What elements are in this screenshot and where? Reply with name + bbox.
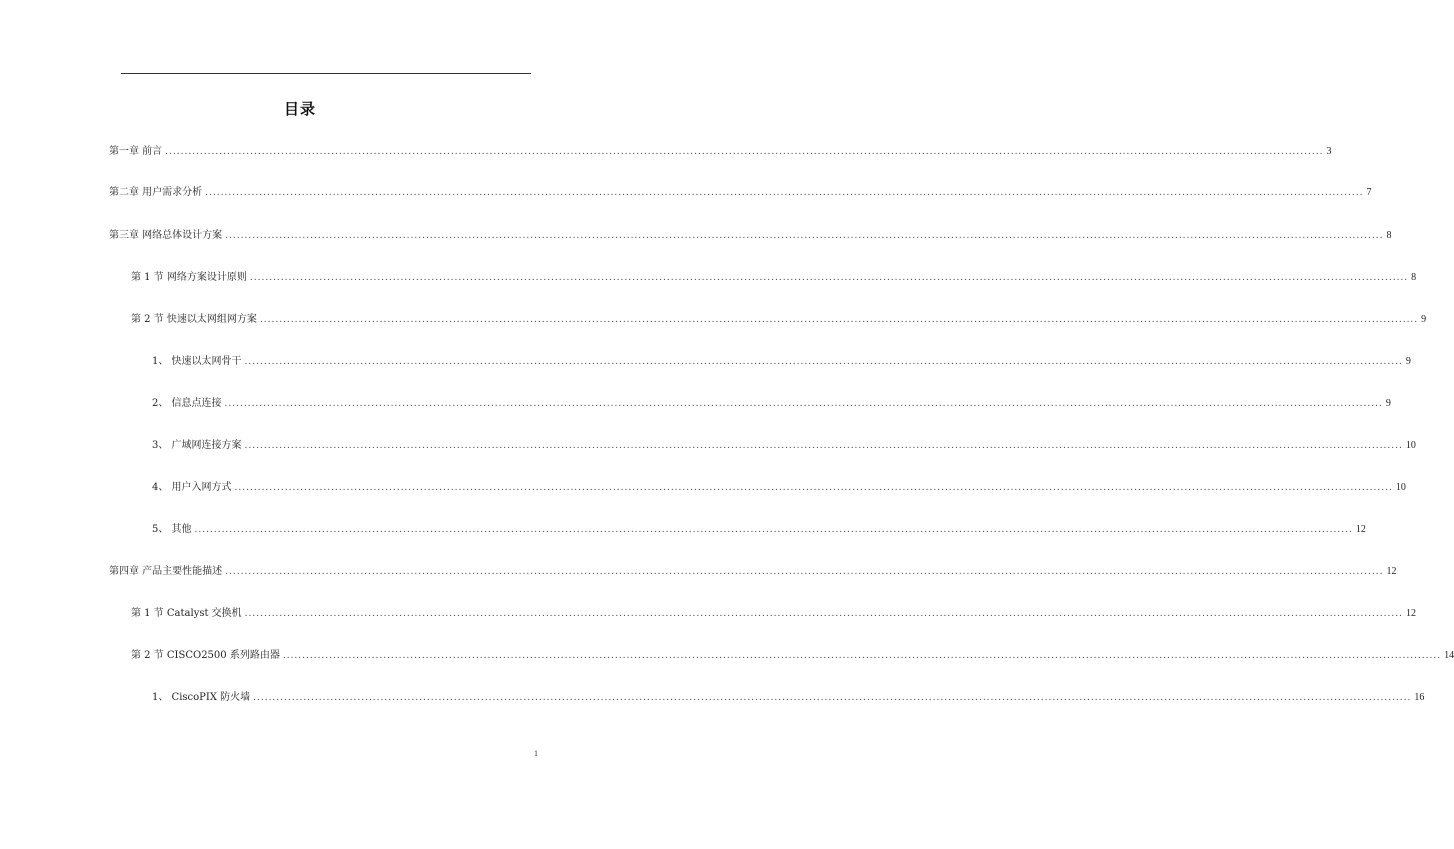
toc-entry-section-4-1[interactable]: [131, 607, 1416, 621]
dot-leader: ............................................................................................................................................................................................................................................................................................................: [244, 441, 1403, 451]
toc-entry-chapter-1[interactable]: [109, 145, 1332, 159]
toc-entry-item-4-2-1[interactable]: [152, 691, 1425, 705]
toc-entry-label: 第 2 节 快速以太网组网方案: [131, 314, 257, 325]
toc-entry-page: 10: [1405, 440, 1416, 451]
toc-entry-page: 7: [1366, 187, 1372, 198]
toc-entry-chapter-2[interactable]: [109, 186, 1372, 200]
toc-entry-label: 2、 信息点连接: [152, 398, 222, 409]
dot-leader: ............................................................................................................................................................................................................................................................................................................: [259, 315, 1419, 325]
toc-entry-section-3-1[interactable]: [131, 271, 1417, 285]
dot-leader: ............................................................................................................................................................................................................................................................................................................: [282, 651, 1442, 661]
toc-entry-page: 9: [1385, 398, 1391, 409]
toc-entry-page: 12: [1405, 608, 1416, 619]
toc-entry-label: 第 2 节 CISCO2500 系列路由器: [131, 650, 280, 661]
toc-entry-label: 第一章 前言: [109, 146, 163, 157]
dot-leader: ............................................................................................................................................................................................................................................................................................................: [225, 567, 1384, 577]
toc-entry-page: 12: [1355, 524, 1366, 535]
toc-entry-page: 9: [1421, 314, 1427, 325]
toc-entry-section-3-2[interactable]: [131, 313, 1427, 327]
dot-leader: ............................................................................................................................................................................................................................................................................................................: [224, 399, 1383, 409]
toc-entry-label: 1、 CiscoPIX 防火墙: [152, 692, 251, 703]
toc-entry-page: 10: [1395, 482, 1406, 493]
toc-entry-label: 第三章 网络总体设计方案: [109, 230, 223, 241]
toc-entry-label: 3、 广域网连接方案: [152, 440, 242, 451]
toc-entry-page: 3: [1326, 146, 1332, 157]
dot-leader: ............................................................................................................................................................................................................................................................................................................: [205, 188, 1364, 198]
toc-entry-chapter-4[interactable]: [109, 565, 1397, 579]
dot-leader: ............................................................................................................................................................................................................................................................................................................: [225, 231, 1384, 241]
dot-leader: ............................................................................................................................................................................................................................................................................................................: [253, 693, 1412, 703]
dot-leader: ............................................................................................................................................................................................................................................................................................................: [244, 357, 1403, 367]
toc-entry-label: 4、 用户入网方式: [152, 482, 232, 493]
page-number: 1: [534, 749, 538, 758]
toc-title: 目录: [283, 100, 316, 118]
toc-entry-item-2[interactable]: [152, 397, 1391, 411]
dot-leader: ............................................................................................................................................................................................................................................................................................................: [194, 525, 1353, 535]
toc-entry-page: 16: [1414, 692, 1425, 703]
toc-entry-page: 14: [1444, 650, 1454, 661]
toc-entry-label: 第二章 用户需求分析: [109, 187, 203, 198]
dot-leader: ............................................................................................................................................................................................................................................................................................................: [165, 147, 1324, 157]
dot-leader: ............................................................................................................................................................................................................................................................................................................: [234, 483, 1393, 493]
toc-entry-item-4[interactable]: [152, 481, 1406, 495]
toc-entry-section-4-2[interactable]: [131, 649, 1454, 663]
toc-entry-item-3[interactable]: [152, 439, 1416, 453]
toc-entry-chapter-3[interactable]: [109, 229, 1392, 243]
toc-entry-label: 第 1 节 网络方案设计原则: [131, 272, 247, 283]
toc-entry-label: 5、 其他: [152, 524, 192, 535]
toc-entry-page: 8: [1411, 272, 1417, 283]
dot-leader: ............................................................................................................................................................................................................................................................................................................: [249, 273, 1409, 283]
toc-entry-item-1[interactable]: [152, 355, 1411, 369]
toc-entry-page: 12: [1386, 566, 1397, 577]
toc-entry-page: 9: [1405, 356, 1411, 367]
toc-entry-label: 第四章 产品主要性能描述: [109, 566, 223, 577]
toc-entry-label: 第 1 节 Catalyst 交换机: [131, 608, 242, 619]
toc-entry-item-5[interactable]: [152, 523, 1366, 537]
toc-entry-page: 8: [1386, 230, 1392, 241]
toc-entry-label: 1、 快速以太网骨干: [152, 356, 242, 367]
dot-leader: ............................................................................................................................................................................................................................................................................................................: [244, 609, 1403, 619]
header-rule: [121, 73, 531, 74]
